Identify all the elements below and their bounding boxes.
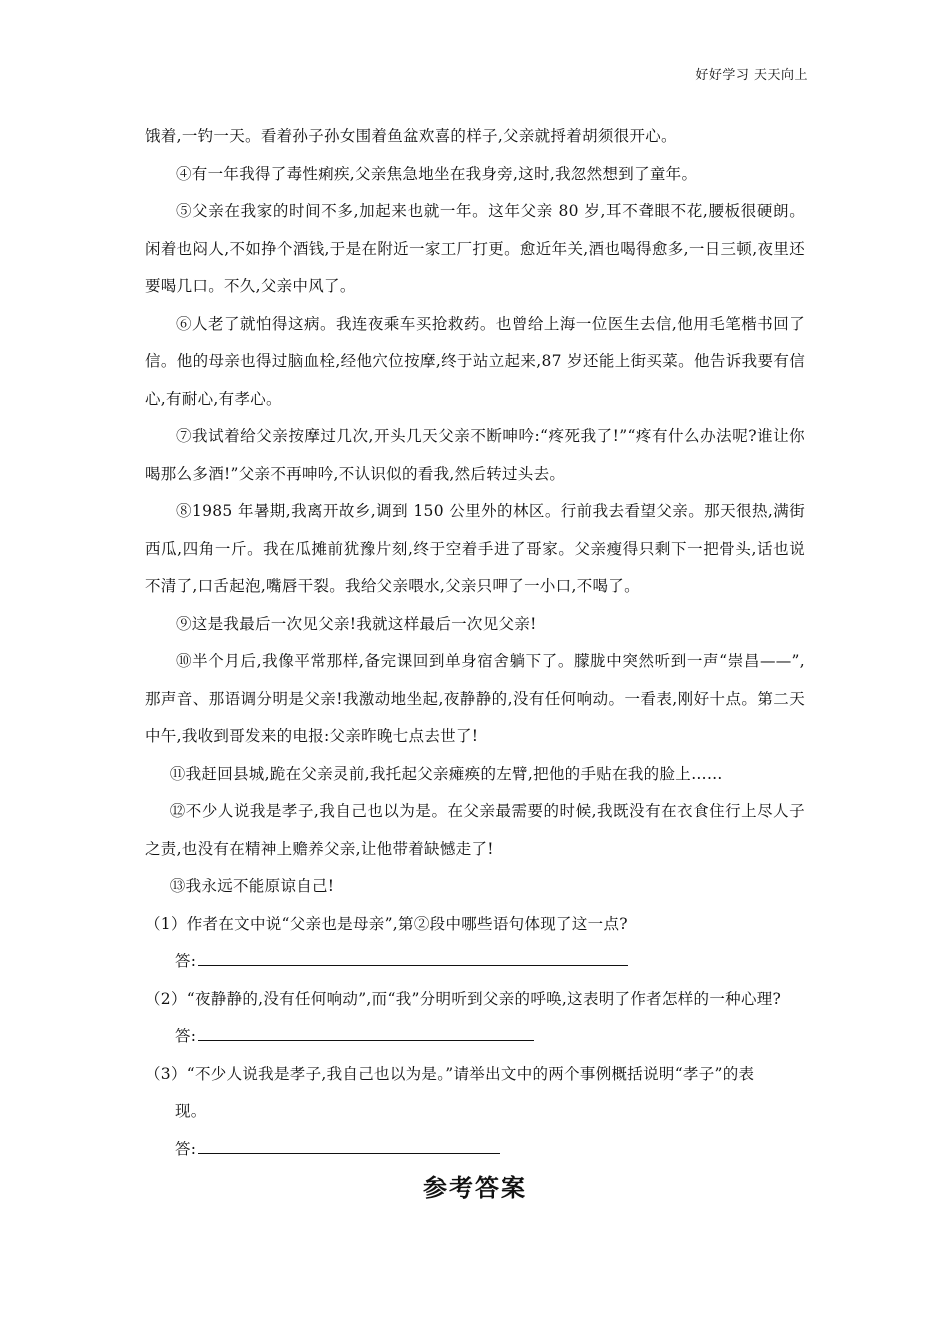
answer-1	[145, 943, 805, 981]
answer-label: 答:	[175, 952, 197, 970]
answer-label: 答:	[175, 1027, 197, 1045]
paragraph: ⑩半个月后,我像平常那样,备完课回到单身宿舍躺下了。朦胧中突然听到一声“崇昌——”,那声音、那语调分明是父亲!我激动地坐起,夜静静的,没有任何响动。一看表,刚好十点。第二天中午,我收到哥发来的电报:父亲昨晚七点去世了!	[145, 652, 805, 745]
answer-label: 答:	[175, 1139, 197, 1158]
paragraph: ⑧1985 年暑期,我离开故乡,调到 150 公里外的林区。行前我去看望父亲。那天很热,满街西瓜,四角一斤。我在瓜摊前犹豫片刻,终于空着手进了哥家。父亲瘦得只剩下一把骨头,话也说不清了,口舌起泡,嘴唇干裂。我给父亲喂水,父亲只呷了一小口,不喝了。	[145, 502, 805, 595]
paragraph: ⑫不少人说我是孝子,我自己也以为是。在父亲最需要的时候,我既没有在衣食住行上尽人子之责,也没有在精神上赡养父亲,让他带着缺憾走了!	[145, 802, 805, 858]
question-2: （2）“夜静静的,没有任何响动”,而“我”分明听到父亲的呼唤,这表明了作者怎样的一种心理?	[145, 989, 782, 1008]
paragraph: ⑥人老了就怕得这病。我连夜乘车买抢救药。也曾给上海一位医生去信,他用毛笔楷书回了信。他的母亲也得过脑血栓,经他穴位按摩,终于站立起来,87 岁还能上街买菜。他告诉我要有信心,有耐心,有孝心。	[145, 314, 805, 408]
paragraph: ⑪我赶回县城,跪在父亲灵前,我托起父亲瘫痪的左臂,把他的手贴在我的脸上……	[169, 764, 723, 783]
answer-3	[145, 1131, 805, 1169]
paragraph: ⑬我永远不能原谅自己!	[169, 877, 335, 895]
page-header-motto: 好好学习 天天向上	[695, 68, 808, 83]
article-body	[145, 118, 805, 1168]
answer-2	[145, 1018, 805, 1056]
answer-blank-line[interactable]	[198, 1152, 500, 1154]
question-3-continuation: 现。	[175, 1102, 207, 1120]
paragraph: ⑨这是我最后一次见父亲!我就这样最后一次见父亲!	[176, 614, 537, 633]
question-1: （1）作者在文中说“父亲也是母亲”,第②段中哪些语句体现了这一点?	[145, 914, 628, 933]
paragraph: ⑤父亲在我家的时间不多,加起来也就一年。这年父亲 80 岁,耳不聋眼不花,腰板很硬朗。闲着也闷人,不如挣个酒钱,于是在附近一家工厂打更。愈近年关,酒也喝得愈多,一日三顿,夜里还要喝几口。不久,父亲中风了。	[145, 202, 805, 295]
paragraph: ⑦我试着给父亲按摩过几次,开头几天父亲不断呻吟:“疼死我了!”“疼有什么办法呢?谁让你喝那么多酒!”父亲不再呻吟,不认识似的看我,然后转过头去。	[145, 427, 805, 483]
answer-blank-line[interactable]	[198, 1039, 534, 1041]
question-3: （3）“不少人说我是孝子,我自己也以为是。”请举出文中的两个事例概括说明“孝子”的表	[145, 1064, 755, 1083]
paragraph: 饿着,一钓一天。看着孙子孙女围着鱼盆欢喜的样子,父亲就捋着胡须很开心。	[145, 127, 677, 145]
section-title: 参考答案	[423, 1174, 527, 1202]
answer-blank-line[interactable]	[198, 964, 628, 966]
paragraph: ④有一年我得了毒性痢疾,父亲焦急地坐在我身旁,这时,我忽然想到了童年。	[176, 164, 698, 183]
